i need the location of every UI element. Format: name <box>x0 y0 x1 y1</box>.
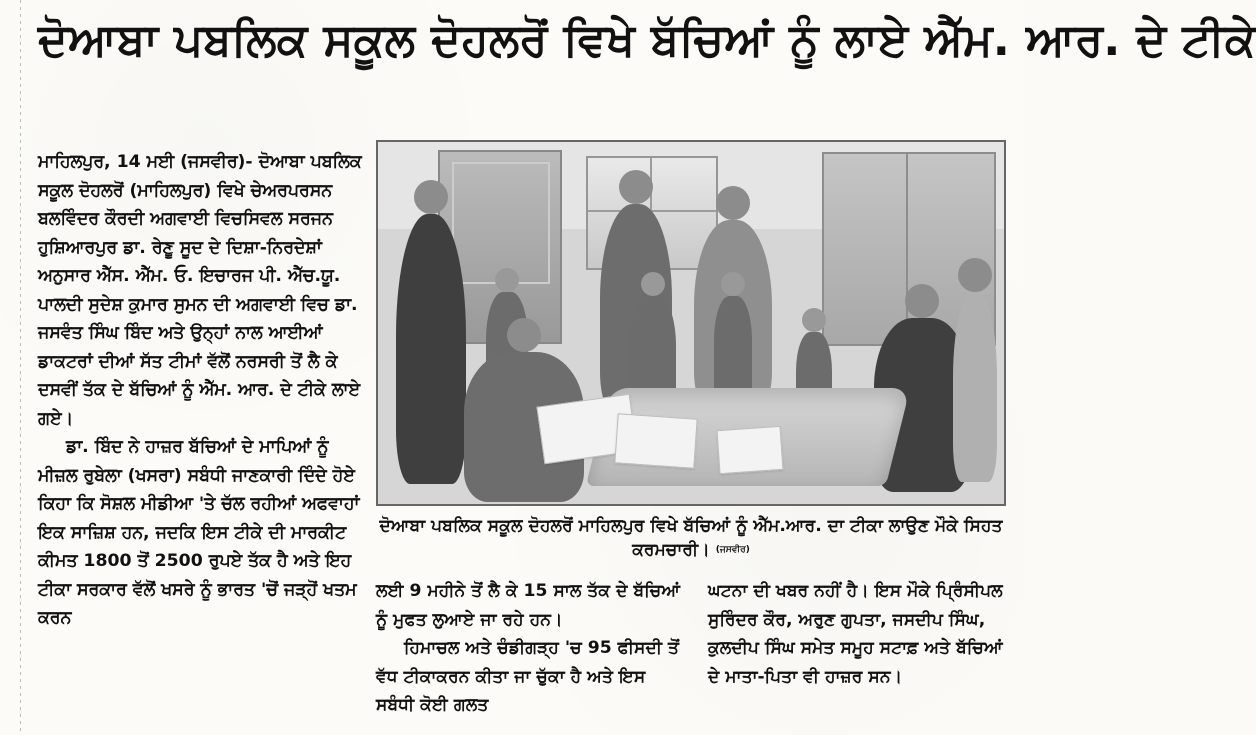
article-column-3 <box>708 577 1006 727</box>
photo-credit: (ਜਸਵੀਰ) <box>715 545 750 555</box>
news-photo <box>376 140 1006 506</box>
column-2-paragraph-1: ਲਈ 9 ਮਹੀਨੇ ਤੋਂ ਲੈ ਕੇ 15 ਸਾਲ ਤੱਕ ਦੇ ਬੱਚਿਆਂ ਨੂੰ ਮੁਫਤ ਲੁਆਏ ਜਾ ਰਹੇ ਹਨ। <box>376 581 681 630</box>
paper-2 <box>614 413 697 468</box>
article-column-1 <box>38 148 372 723</box>
column-3-paragraph-1: ਘਟਨਾ ਦੀ ਖਬਰ ਨਹੀਂ ਹੈ। ਇਸ ਮੌਕੇ ਪ੍ਰਿੰਸੀਪਲ ਸੁਰਿੰਦਰ ਕੌਰ, ਅਰੁਣ ਗੁਪਤਾ, ਜਸਦੀਪ ਸਿੰਘ, ਕੁਲਦੀਪ ਸਿੰਘ ਸਮੇਤ ਸਮੂਹ ਸਟਾਫ਼ ਅਤੇ ਬੱਚਿਆਂ ਦੇ ਮਾਤਾ-ਪਿਤਾ ਵੀ ਹਾਜ਼ਰ ਸਨ। <box>708 581 1003 687</box>
seated-woman-far-right <box>953 292 997 482</box>
photo-caption <box>376 514 1006 562</box>
column-1-paragraph-2: ਡਾ. ਬਿੰਦ ਨੇ ਹਾਜ਼ਰ ਬੱਚਿਆਂ ਦੇ ਮਾਪਿਆਂ ਨੂੰ ਮੀਜ਼ਲ ਰੁਬੇਲਾ (ਖਸਰਾ) ਸਬੰਧੀ ਜਾਣਕਾਰੀ ਦਿੰਦੇ ਹੋਏ ਕਿਹਾ ਕਿ ਸੋਸ਼ਲ ਮੀਡੀਆ 'ਤੇ ਚੱਲ ਰਹੀਆਂ ਅਫਵਾਹਾਂ ਇਕ ਸਾਜ਼ਿਸ਼ ਹਨ, ਜਦਕਿ ਇਸ ਟੀਕੇ ਦੀ ਮਾਰਕੀਟ ਕੀਮਤ 1800 ਤੋਂ 2500 ਰੁਪਏ ਤੱਕ ਹੈ ਅਤੇ ਇਹ ਟੀਕਾ ਸਰਕਾਰ ਵੱਲੋਂ ਖਸਰੇ ਨੂੰ ਭਾਰਤ 'ਚੋਂ ਜੜ੍ਹੋਂ ਖਤਮ ਕਰਨ <box>38 437 360 628</box>
paper-3 <box>717 426 784 474</box>
article-column-2 <box>376 577 686 727</box>
left-dotted-rule <box>20 0 21 735</box>
photo-caption-text: ਦੋਆਬਾ ਪਬਲਿਕ ਸਕੂਲ ਦੋਹਲਰੋਂ ਮਾਹਿਲਪੁਰ ਵਿਖੇ ਬੱਚਿਆਂ ਨੂੰ ਐੱਮ.ਆਰ. ਦਾ ਟੀਕਾ ਲਾਉਣ ਮੌਕੇ ਸਿਹਤ ਕਰਮਚਾਰੀ। <box>379 516 1003 560</box>
column-2-paragraph-2: ਹਿਮਾਚਲ ਅਤੇ ਚੰਡੀਗੜ੍ਹ 'ਚ 95 ਫੀਸਦੀ ਤੋਂ ਵੱਧ ਟੀਕਾਕਰਨ ਕੀਤਾ ਜਾ ਚੁੱਕਾ ਹੈ ਅਤੇ ਇਸ ਸਬੰਧੀ ਕੋਈ ਗਲਤ <box>376 638 680 715</box>
headline: ਦੋਆਬਾ ਪਬਲਿਕ ਸਕੂਲ ਦੋਹਲਰੋਂ ਵਿਖੇ ਬੱਚਿਆਂ ਨੂੰ ਲਾਏ ਐੱਮ. ਆਰ. ਦੇ ਟੀਕੇ <box>38 13 1256 66</box>
column-1-paragraph-1: ਮਾਹਿਲਪੁਰ, 14 ਮਈ (ਜਸਵੀਰ)- ਦੋਆਬਾ ਪਬਲਿਕ ਸਕੂਲ ਦੋਹਲਰੋਂ (ਮਾਹਿਲਪੁਰ) ਵਿਖੇ ਚੇਅਰਪਰਸਨ ਬਲਵਿੰਦਰ ਕੌਰਦੀ ਅਗਵਾਈ ਵਿਚਸਿਵਲ ਸਰਜਨ ਹੁਸ਼ਿਆਰਪੁਰ ਡਾ. ਰੇਣੂ ਸੂਦ ਦੇ ਦਿਸ਼ਾ-ਨਿਰਦੇਸ਼ਾਂ ਅਨੁਸਾਰ ਐੱਸ. ਐੱਮ. ਓ. ਇਚਾਰਜ ਪੀ. ਐੱਚ.ਯੂ. ਪਾਲਦੀ ਸੁਦੇਸ਼ ਕੁਮਾਰ ਸੁਮਨ ਦੀ ਅਗਵਾਈ ਵਿਚ ਡਾ. ਜਸਵੰਤ ਸਿੰਘ ਬਿੰਦ ਅਤੇ ਉਨ੍ਹਾਂ ਨਾਲ ਆਈਆਂ ਡਾਕਟਰਾਂ ਦੀਆਂ ਸੱਤ ਟੀਮਾਂ ਵੱਲੋਂ ਨਰਸਰੀ ਤੋਂ ਲੈ ਕੇ ਦਸਵੀਂ ਤੱਕ ਦੇ ਬੱਚਿਆਂ ਨੂੰ ਐੱਮ. ਆਰ. ਦੇ ਟੀਕੇ ਲਾਏ ਗਏ। <box>38 152 362 429</box>
standing-man <box>396 214 466 484</box>
